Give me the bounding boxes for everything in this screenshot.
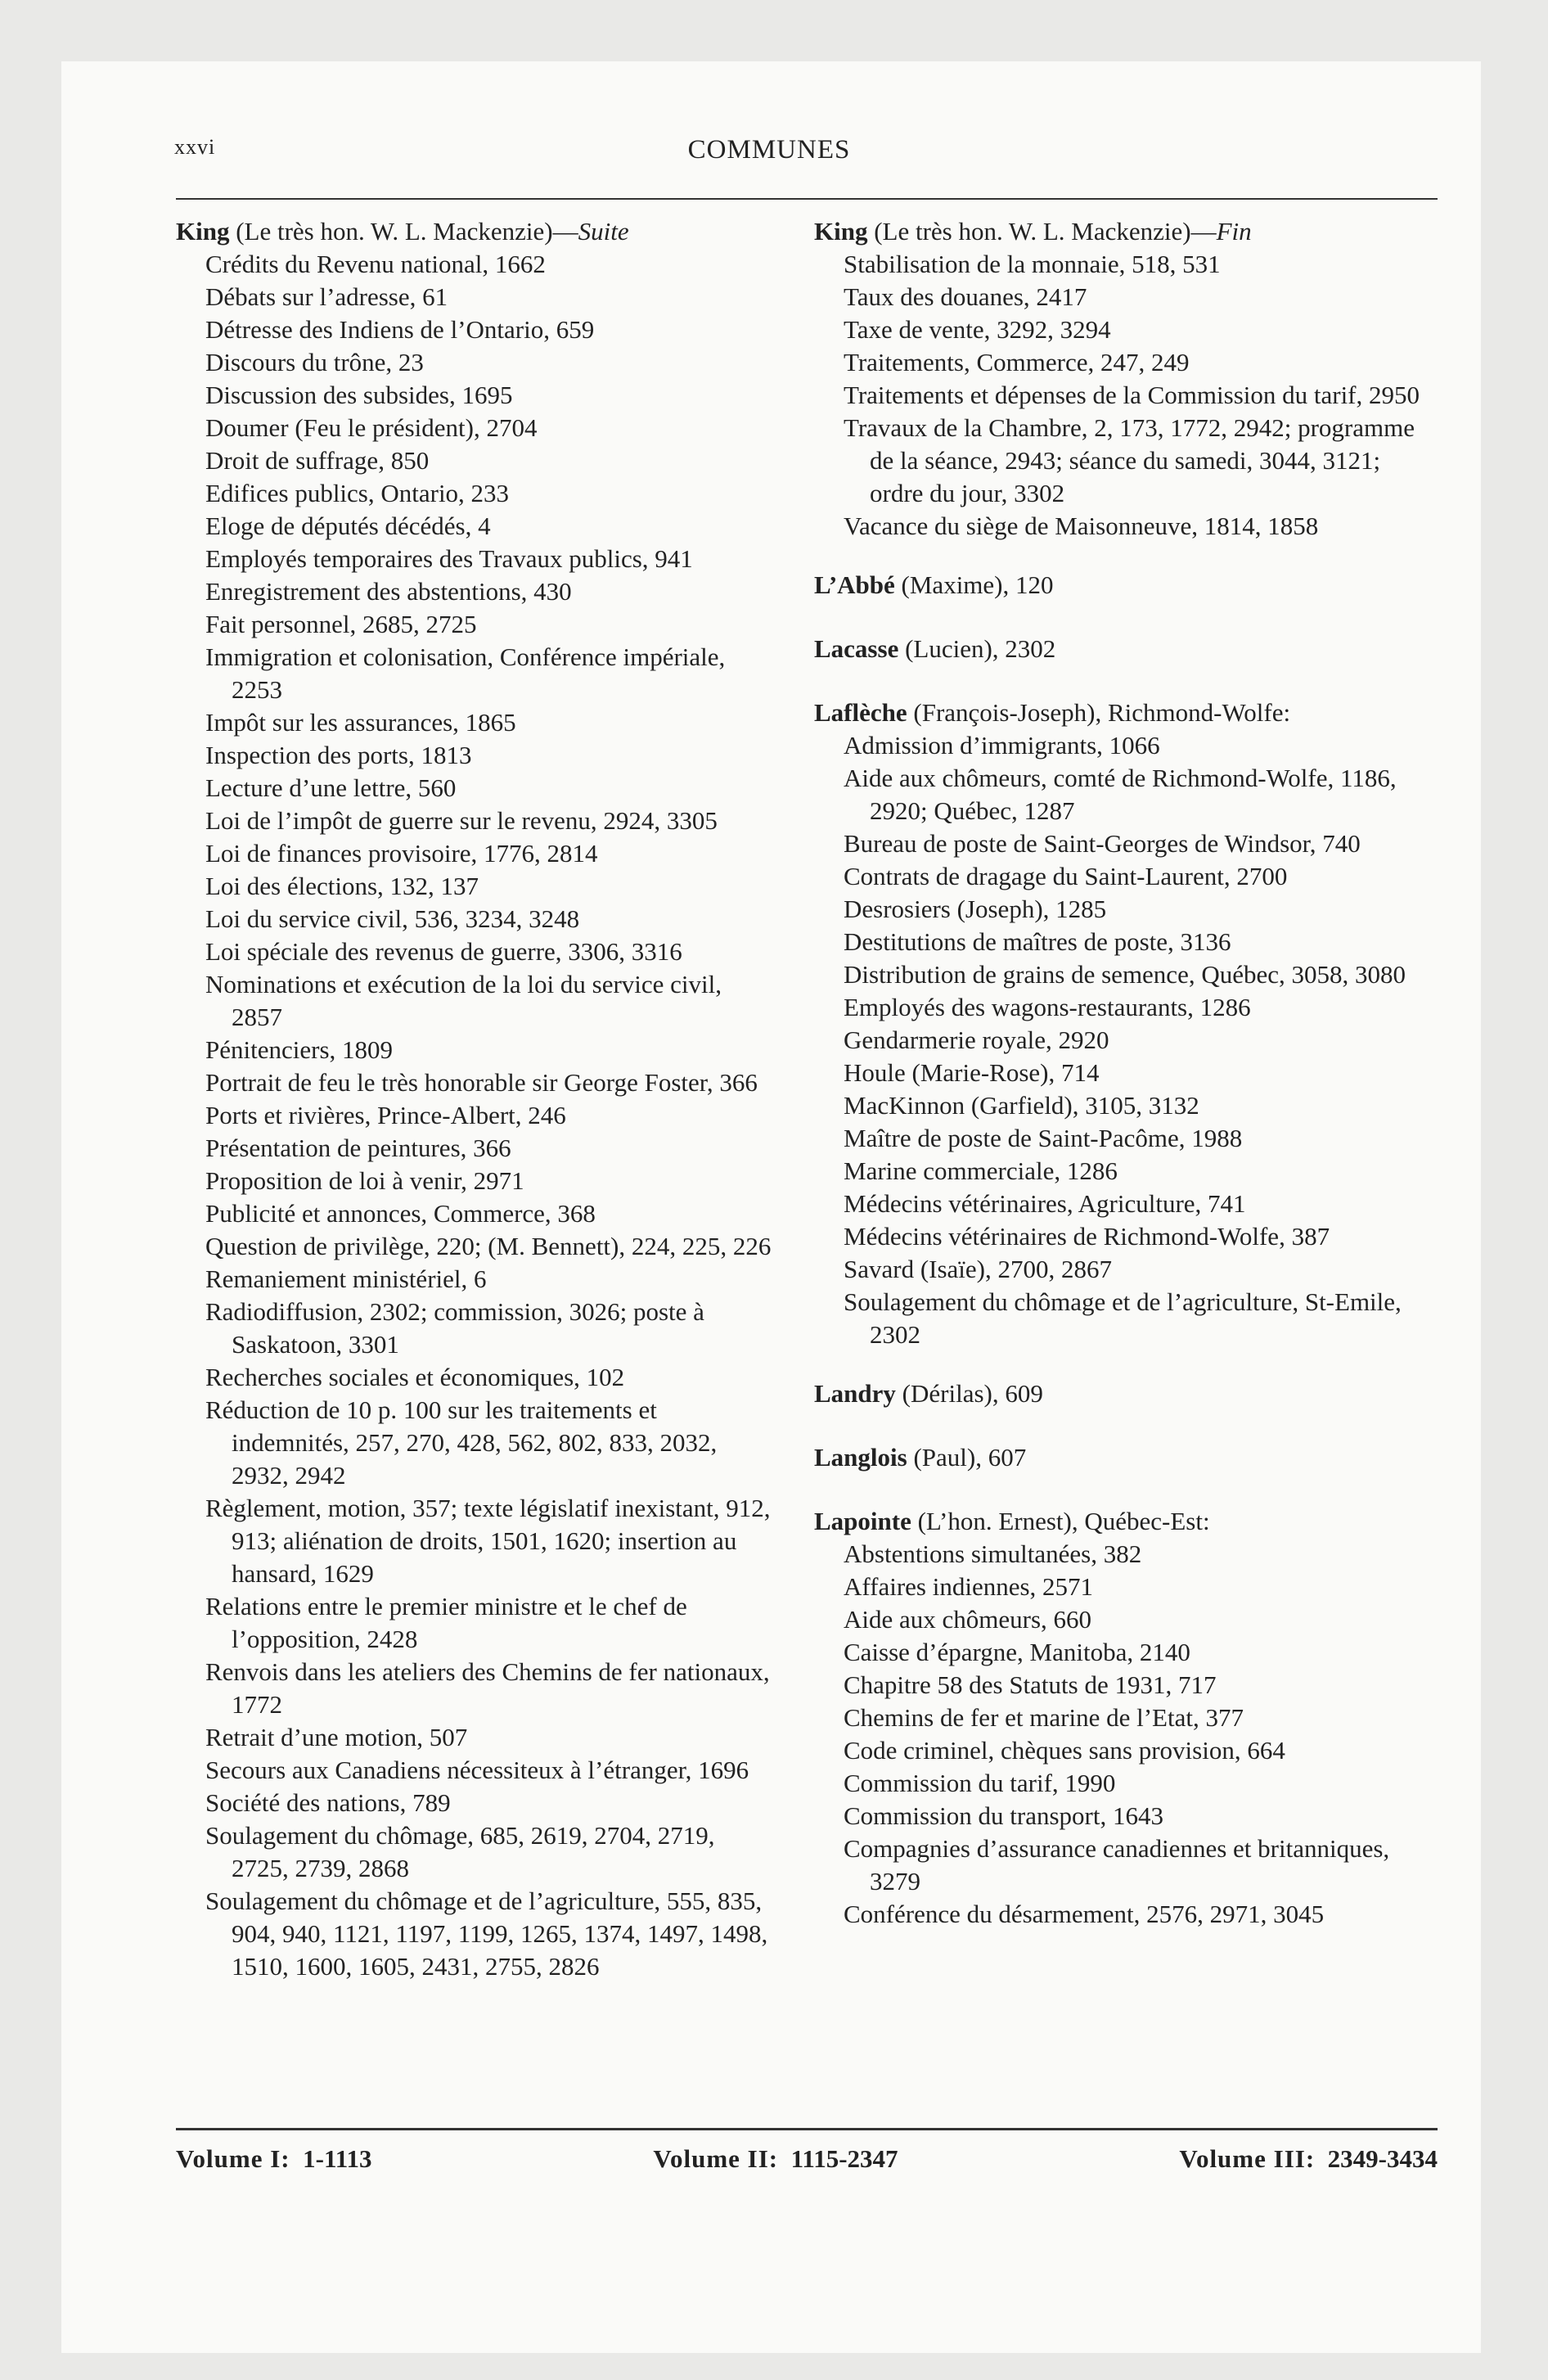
index-entry: Nominations et exécution de la loi du service civil, 2857 xyxy=(205,970,722,1031)
heading-detail: (Le très hon. W. L. Mackenzie)— xyxy=(229,217,578,246)
index-entry: Société des nations, 789 xyxy=(205,1788,451,1817)
heading-name: Langlois xyxy=(814,1443,907,1472)
volume-2-label: Volume II: xyxy=(653,2144,779,2173)
index-heading-lafleche xyxy=(814,696,1436,729)
index-entry: Radiodiffusion, 2302; commission, 3026; poste à Saskatoon, 3301 xyxy=(205,1297,704,1359)
index-entry: Houle (Marie-Rose), 714 xyxy=(844,1058,1100,1087)
index-heading-king xyxy=(176,215,773,248)
heading-name: Landry xyxy=(814,1379,896,1408)
volume-2 xyxy=(653,2144,898,2174)
index-entry: Marine commerciale, 1286 xyxy=(844,1156,1118,1185)
index-entry: Loi spéciale des revenus de guerre, 3306, 3316 xyxy=(205,937,682,966)
heading-detail: (Lucien), 2302 xyxy=(898,634,1056,663)
index-entry: Ports et rivières, Prince-Albert, 246 xyxy=(205,1101,566,1129)
index-entry: Chapitre 58 des Statuts de 1931, 717 xyxy=(844,1670,1217,1699)
index-entry: Commission du tarif, 1990 xyxy=(844,1769,1116,1797)
index-entry: Impôt sur les assurances, 1865 xyxy=(205,708,516,737)
index-entry: Doumer (Feu le président), 2704 xyxy=(205,413,538,442)
volume-3 xyxy=(1179,2144,1438,2174)
index-entry: Bureau de poste de Saint-Georges de Windsor, 740 xyxy=(844,829,1361,858)
heading-name: Lacasse xyxy=(814,634,899,663)
index-entry: Relations entre le premier ministre et le chef de l’opposition, 2428 xyxy=(205,1592,687,1653)
index-entry: MacKinnon (Garfield), 3105, 3132 xyxy=(844,1091,1199,1120)
index-entry: Distribution de grains de semence, Québec, 3058, 3080 xyxy=(844,960,1406,989)
index-entry: Pénitenciers, 1809 xyxy=(205,1035,394,1064)
index-heading-king-end xyxy=(814,215,1436,248)
index-group-king xyxy=(814,215,1436,543)
index-entry: Portrait de feu le très honorable sir George Foster, 366 xyxy=(205,1068,758,1097)
index-entry: Caisse d’épargne, Manitoba, 2140 xyxy=(844,1638,1190,1666)
index-group-lapointe xyxy=(814,1505,1436,1931)
volume-1 xyxy=(176,2144,372,2174)
index-entry: Edifices publics, Ontario, 233 xyxy=(205,479,510,507)
heading-end: Fin xyxy=(1216,217,1252,246)
index-entry: Droit de suffrage, 850 xyxy=(205,446,430,475)
heading-detail: (Le très hon. W. L. Mackenzie)— xyxy=(867,217,1217,246)
heading-detail: (François-Joseph), Richmond-Wolfe: xyxy=(907,698,1291,727)
index-heading-lapointe xyxy=(814,1505,1436,1538)
heading-detail: (L’hon. Ernest), Québec-Est: xyxy=(911,1507,1210,1535)
heading-detail: (Paul), 607 xyxy=(907,1443,1027,1472)
index-entry: Eloge de députés décédés, 4 xyxy=(205,512,491,540)
right-column xyxy=(814,215,1436,1957)
footer-rule xyxy=(176,2128,1438,2130)
lafleche-entry-list xyxy=(814,729,1436,1351)
heading-detail: (Maxime), 120 xyxy=(894,570,1054,599)
index-entry: Employés des wagons-restaurants, 1286 xyxy=(844,993,1251,1021)
index-entry: Secours aux Canadiens nécessiteux à l’étranger, 1696 xyxy=(205,1756,749,1784)
index-entry: Traitements et dépenses de la Commission du tarif, 2950 xyxy=(844,381,1420,409)
index-entry: Traitements, Commerce, 247, 249 xyxy=(844,348,1190,376)
header-rule xyxy=(176,198,1438,200)
left-column xyxy=(176,215,773,1983)
page-number: xxvi xyxy=(174,135,216,159)
index-entry: Remaniement ministériel, 6 xyxy=(205,1264,487,1293)
index-entry: Aide aux chômeurs, comté de Richmond-Wolfe, 1186, 2920; Québec, 1287 xyxy=(844,764,1397,825)
index-entry: Loi des élections, 132, 137 xyxy=(205,872,479,900)
index-entry: Affaires indiennes, 2571 xyxy=(844,1572,1094,1601)
page-header xyxy=(115,135,1358,176)
index-group-lafleche xyxy=(814,696,1436,1351)
volume-3-label: Volume III: xyxy=(1179,2144,1316,2173)
index-entry: Abstentions simultanées, 382 xyxy=(844,1539,1142,1568)
index-heading-langlois xyxy=(814,1441,1436,1474)
index-entry: Chemins de fer et marine de l’Etat, 377 xyxy=(844,1703,1244,1732)
index-entry: Médecins vétérinaires, Agriculture, 741 xyxy=(844,1189,1246,1218)
index-entry: Taux des douanes, 2417 xyxy=(844,282,1087,311)
heading-name: King xyxy=(814,217,868,246)
king-entry-list xyxy=(814,248,1436,543)
index-entry: Règlement, motion, 357; texte législatif inexistant, 912, 913; aliénation de droits, 1501, 1620; insertion au hansard, 1629 xyxy=(205,1494,771,1588)
index-entry: Travaux de la Chambre, 2, 173, 1772, 2942; programme de la séance, 2943; séance du samedi, 3044, 3121; ordre du jour, 3302 xyxy=(844,413,1415,507)
index-entry: Destitutions de maîtres de poste, 3136 xyxy=(844,927,1231,956)
index-entry: Soulagement du chômage, 685, 2619, 2704, 2719, 2725, 2739, 2868 xyxy=(205,1821,715,1882)
index-entry: Soulagement du chômage et de l’agriculture, St-Emile, 2302 xyxy=(844,1287,1402,1349)
index-entry: Commission du transport, 1643 xyxy=(844,1801,1163,1830)
index-entry: Taxe de vente, 3292, 3294 xyxy=(844,315,1111,344)
index-entry: Proposition de loi à venir, 2971 xyxy=(205,1166,524,1195)
heading-name: L’Abbé xyxy=(814,570,895,599)
index-entry: Renvois dans les ateliers des Chemins de fer nationaux, 1772 xyxy=(205,1657,770,1719)
index-entry: Médecins vétérinaires de Richmond-Wolfe, 387 xyxy=(844,1222,1330,1251)
index-entry: Discussion des subsides, 1695 xyxy=(205,381,513,409)
index-entry: Discours du trône, 23 xyxy=(205,348,424,376)
index-heading-labbe xyxy=(814,569,1436,602)
heading-continued: Suite xyxy=(578,217,629,246)
index-entry: Lecture d’une lettre, 560 xyxy=(205,773,457,802)
index-entry: Code criminel, chèques sans provision, 664 xyxy=(844,1736,1285,1765)
index-entry: Loi du service civil, 536, 3234, 3248 xyxy=(205,904,580,933)
index-entry: Gendarmerie royale, 2920 xyxy=(844,1025,1109,1054)
volume-1-label: Volume I: xyxy=(176,2144,290,2173)
index-entry: Réduction de 10 p. 100 sur les traitements et indemnités, 257, 270, 428, 562, 802, 833, 2032, 2932, 2942 xyxy=(205,1395,718,1490)
index-entry: Loi de finances provisoire, 1776, 2814 xyxy=(205,839,598,868)
index-entry: Maître de poste de Saint-Pacôme, 1988 xyxy=(844,1124,1243,1152)
index-entry: Employés temporaires des Travaux publics, 941 xyxy=(205,544,693,573)
index-entry: Admission d’immigrants, 1066 xyxy=(844,731,1160,760)
index-entry: Stabilisation de la monnaie, 518, 531 xyxy=(844,250,1221,278)
index-entry: Savard (Isaïe), 2700, 2867 xyxy=(844,1255,1112,1283)
left-entry-list xyxy=(176,248,773,1983)
volume-3-range: 2349-3434 xyxy=(1327,2144,1438,2173)
index-heading-lacasse xyxy=(814,633,1436,665)
index-entry: Fait personnel, 2685, 2725 xyxy=(205,610,477,638)
heading-name: King xyxy=(176,217,230,246)
index-entry: Conférence du désarmement, 2576, 2971, 3045 xyxy=(844,1900,1325,1928)
index-entry: Publicité et annonces, Commerce, 368 xyxy=(205,1199,596,1228)
index-heading-landry xyxy=(814,1377,1436,1410)
index-entry: Contrats de dragage du Saint-Laurent, 2700 xyxy=(844,862,1288,890)
index-entry: Enregistrement des abstentions, 430 xyxy=(205,577,572,606)
index-entry: Vacance du siège de Maisonneuve, 1814, 1858 xyxy=(844,512,1319,540)
index-entry: Aide aux chômeurs, 660 xyxy=(844,1605,1092,1634)
volume-2-range: 1115-2347 xyxy=(790,2144,898,2173)
volume-1-range: 1-1113 xyxy=(303,2144,372,2173)
index-entry: Crédits du Revenu national, 1662 xyxy=(205,250,546,278)
index-entry: Retrait d’une motion, 507 xyxy=(205,1723,468,1751)
index-entry: Soulagement du chômage et de l’agriculture, 555, 835, 904, 940, 1121, 1197, 1199, 1265, 1374, 1497, 1498, 1510, 1600, 1605, 2431, 2755, 2826 xyxy=(205,1886,768,1981)
index-entry: Desrosiers (Joseph), 1285 xyxy=(844,895,1107,923)
heading-name: Lapointe xyxy=(814,1507,911,1535)
index-entry: Compagnies d’assurance canadiennes et britanniques, 3279 xyxy=(844,1834,1390,1895)
index-entry: Inspection des ports, 1813 xyxy=(205,741,472,769)
index-entry: Loi de l’impôt de guerre sur le revenu, 2924, 3305 xyxy=(205,806,718,835)
heading-detail: (Dérilas), 609 xyxy=(895,1379,1043,1408)
lapointe-entry-list xyxy=(814,1538,1436,1931)
index-entry: Recherches sociales et économiques, 102 xyxy=(205,1363,625,1391)
volume-footer xyxy=(176,2144,1438,2174)
index-entry: Débats sur l’adresse, 61 xyxy=(205,282,448,311)
index-entry: Présentation de peintures, 366 xyxy=(205,1134,511,1162)
index-entry: Détresse des Indiens de l’Ontario, 659 xyxy=(205,315,595,344)
page-title: COMMUNES xyxy=(687,135,851,165)
index-entry: Immigration et colonisation, Conférence impériale, 2253 xyxy=(205,642,726,704)
heading-name: Laflèche xyxy=(814,698,907,727)
index-entry: Question de privilège, 220; (M. Bennett), 224, 225, 226 xyxy=(205,1232,772,1260)
